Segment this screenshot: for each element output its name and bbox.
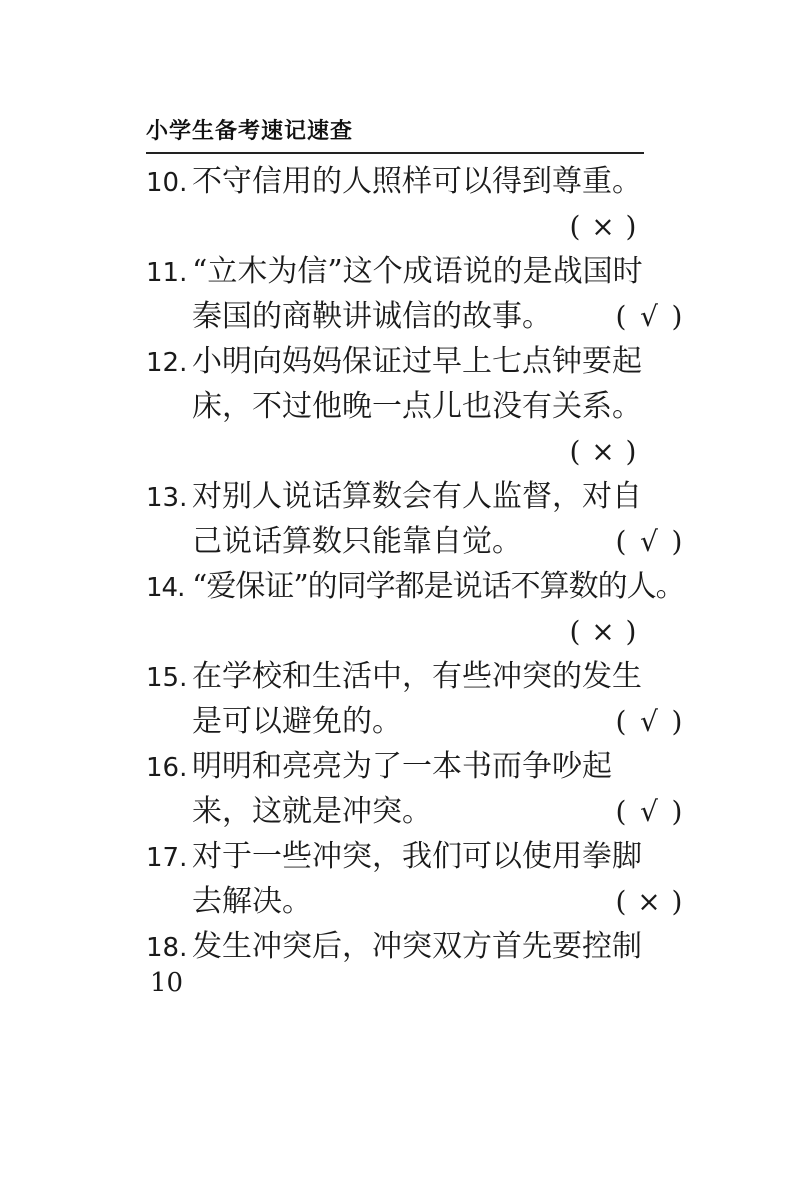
question-14-line-1 xyxy=(146,565,685,609)
question-10-answer-line xyxy=(146,205,644,249)
question-text: 明明和亮亮为了一本书而争吵起 xyxy=(192,749,612,784)
header-rule xyxy=(146,152,644,154)
answer-paren-open: ( xyxy=(569,615,581,648)
answer-paren-close: ) xyxy=(671,300,683,333)
question-11-line-1 xyxy=(146,250,644,294)
question-text: 是可以避免的。 xyxy=(192,704,402,739)
answer-mark-cross: × xyxy=(591,615,615,648)
question-10-line-1 xyxy=(146,160,644,204)
question-13-line-1 xyxy=(146,475,644,519)
question-text: 对于一些冲突，我们可以使用拳脚 xyxy=(192,839,642,874)
question-number: 10. xyxy=(146,168,188,198)
answer-mark-cross: × xyxy=(591,210,615,243)
answer-paren-close: ) xyxy=(625,210,637,243)
answer-box xyxy=(562,610,644,654)
question-number: 14. xyxy=(146,573,185,603)
question-text: 对别人说话算数会有人监督，对自 xyxy=(192,479,642,514)
answer-paren-close: ) xyxy=(671,705,683,738)
question-12-line-2 xyxy=(146,385,690,429)
question-text: 不守信用的人照样可以得到尊重。 xyxy=(192,164,642,199)
answer-box xyxy=(608,700,690,744)
question-16-line-2 xyxy=(146,790,690,834)
question-17-line-2 xyxy=(146,880,690,924)
question-17-line-1 xyxy=(146,835,644,879)
question-text: 去解决。 xyxy=(192,884,312,919)
question-number: 16. xyxy=(146,753,188,783)
question-15-line-2 xyxy=(146,700,690,744)
question-16-line-1 xyxy=(146,745,644,789)
question-text: 在学校和生活中，有些冲突的发生 xyxy=(192,659,642,694)
question-text: “爱保证”的同学都是说话不算数的人。 xyxy=(192,569,685,604)
answer-mark-check: √ xyxy=(640,795,658,828)
question-text: 己说话算数只能靠自觉。 xyxy=(192,524,522,559)
answer-mark-cross: × xyxy=(591,435,615,468)
question-number: 11. xyxy=(146,258,188,288)
answer-box xyxy=(608,295,690,339)
answer-paren-close: ) xyxy=(671,525,683,558)
question-14-answer-line xyxy=(146,610,644,654)
answer-mark-cross: × xyxy=(637,885,661,918)
question-text: 小明向妈妈保证过早上七点钟要起 xyxy=(192,344,642,379)
question-15-line-1 xyxy=(146,655,644,699)
answer-mark-check: √ xyxy=(640,705,658,738)
answer-paren-close: ) xyxy=(671,795,683,828)
answer-paren-close: ) xyxy=(625,615,637,648)
answer-box xyxy=(562,205,644,249)
question-number: 18. xyxy=(146,933,188,963)
question-11-line-2 xyxy=(146,295,690,339)
question-text: 秦国的商鞅讲诚信的故事。 xyxy=(192,299,552,334)
question-text: “立木为信”这个成语说的是战国时 xyxy=(192,254,643,289)
answer-mark-check: √ xyxy=(640,525,658,558)
question-text: 发生冲突后，冲突双方首先要控制 xyxy=(192,929,642,964)
question-number: 17. xyxy=(146,843,188,873)
answer-paren-open: ( xyxy=(615,705,627,738)
answer-paren-close: ) xyxy=(625,435,637,468)
answer-paren-open: ( xyxy=(615,795,627,828)
answer-paren-open: ( xyxy=(569,435,581,468)
question-number: 15. xyxy=(146,663,188,693)
question-number: 12. xyxy=(146,348,188,378)
question-13-line-2 xyxy=(146,520,690,564)
question-12-answer-line xyxy=(146,430,644,474)
answer-box xyxy=(608,880,690,924)
running-header: 小学生备考速记速查 xyxy=(146,119,354,144)
answer-box xyxy=(608,790,690,834)
answer-paren-open: ( xyxy=(615,300,627,333)
question-text: 来，这就是冲突。 xyxy=(192,794,432,829)
question-number: 13. xyxy=(146,483,188,513)
answer-paren-open: ( xyxy=(569,210,581,243)
answer-paren-open: ( xyxy=(615,885,627,918)
page-number: 10 xyxy=(150,968,184,998)
question-12-line-1 xyxy=(146,340,644,384)
answer-paren-close: ) xyxy=(671,885,683,918)
question-text: 床，不过他晚一点儿也没有关系。 xyxy=(192,389,642,424)
answer-box xyxy=(608,520,690,564)
answer-mark-check: √ xyxy=(640,300,658,333)
answer-paren-open: ( xyxy=(615,525,627,558)
answer-box xyxy=(562,430,644,474)
question-18-line-1 xyxy=(146,925,644,969)
